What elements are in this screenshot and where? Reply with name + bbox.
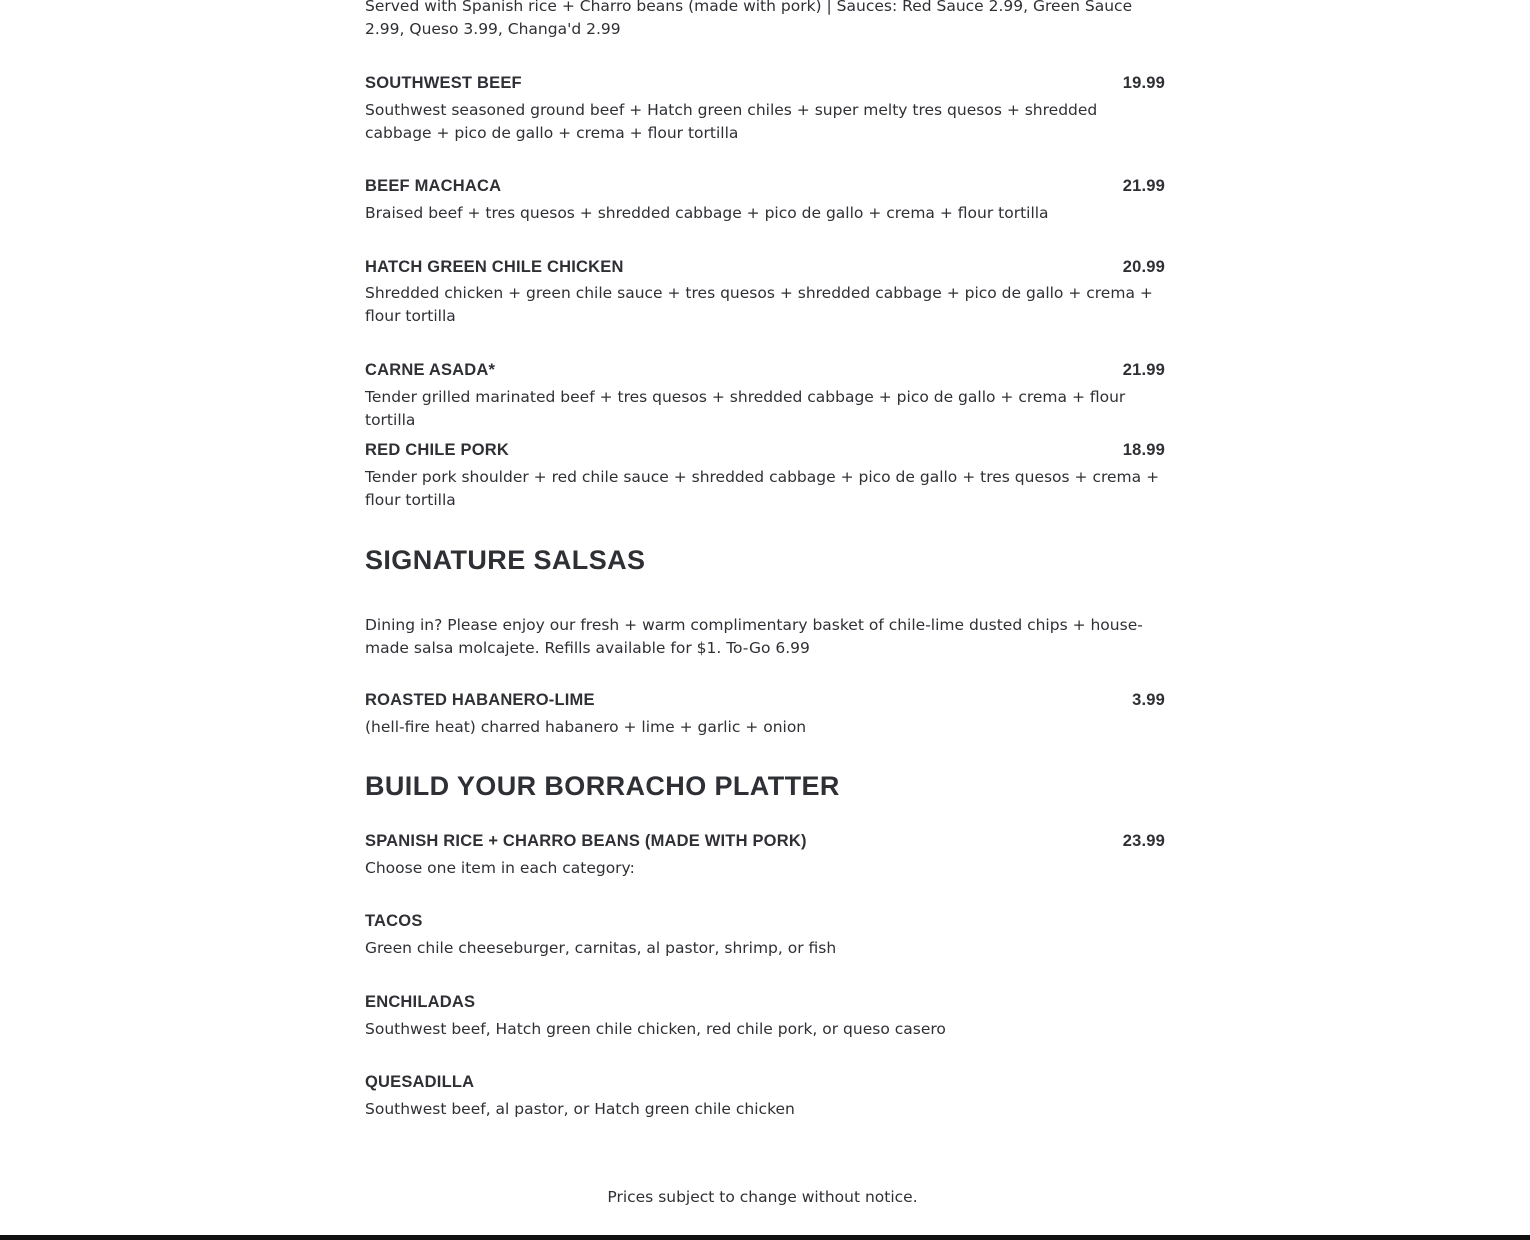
section-title-salsas: SIGNATURE SALSAS [365,545,646,575]
item-description: (hell-fire heat) charred habanero + lime + garlic + onion [365,718,807,736]
item-name: SPANISH RICE + CHARRO BEANS (MADE WITH PORK) [365,832,807,850]
item-name: SOUTHWEST BEEF [365,74,522,92]
menu-item [365,257,1165,328]
section-title-platter: BUILD YOUR BORRACHO PLATTER [365,771,840,801]
category-name: TACOS [365,912,423,930]
salsas-intro-text: Dining in? Please enjoy our fresh + warm complimentary basket of chile-lime dusted chips + house-made salsa molcajete. Refills available for $1. To-Go 6.99 [365,616,1143,657]
item-description: Braised beef + tres quesos + shredded cabbage + pico de gallo + crema + flour tortilla [365,204,1049,222]
item-price: 21.99 [1122,361,1165,379]
item-name: CARNE ASADA* [365,361,496,379]
item-description: Choose one item in each category: [365,859,635,877]
enchiladas-intro-text: Served with Spanish rice + Charro beans (made with pork) | Sauces: Red Sauce 2.99, Green Sauce 2.99, Queso 3.99, Changa'd 2.99 [365,0,1133,38]
item-name: HATCH GREEN CHILE CHICKEN [365,258,624,276]
category-description: Southwest beef, Hatch green chile chicken, red chile pork, or queso casero [365,1020,946,1038]
menu-item [365,176,1165,225]
item-description: Tender pork shoulder + red chile sauce + shredded cabbage + pico de gallo + tres quesos + crema + flour tortilla [365,468,1160,509]
menu-item [365,690,1165,739]
prices-disclaimer: Prices subject to change without notice. [607,1188,918,1206]
item-price: 23.99 [1122,832,1165,850]
item-description: Shredded chicken + green chile sauce + tres quesos + shredded cabbage + pico de gallo + crema + flour tortilla [365,284,1153,325]
item-price: 19.99 [1122,74,1165,92]
category-name: ENCHILADAS [365,993,476,1011]
platter-category [365,992,1165,1041]
item-name: ROASTED HABANERO-LIME [365,691,595,709]
platter-category [365,1072,1165,1121]
menu-item [365,831,1165,880]
item-price: 18.99 [1122,441,1165,459]
item-price: 3.99 [1132,691,1165,709]
item-price: 21.99 [1122,177,1165,195]
menu-item [365,73,1165,145]
item-description: Southwest seasoned ground beef + Hatch green chiles + super melty tres quesos + shredded cabbage + pico de gallo + crema + flour tortilla [365,101,1098,142]
item-description: Tender grilled marinated beef + tres quesos + shredded cabbage + pico de gallo + crema + flour tortilla [365,388,1126,429]
category-name: QUESADILLA [365,1073,475,1091]
menu-item [365,440,1165,512]
item-name: RED CHILE PORK [365,441,509,459]
item-price: 20.99 [1122,258,1165,276]
category-description: Green chile cheeseburger, carnitas, al pastor, shrimp, or fish [365,939,837,957]
category-description: Southwest beef, al pastor, or Hatch green chile chicken [365,1100,795,1118]
footer-bar [0,1235,1530,1240]
item-name: BEEF MACHACA [365,177,502,195]
menu-item [365,360,1165,432]
platter-category [365,911,1165,960]
